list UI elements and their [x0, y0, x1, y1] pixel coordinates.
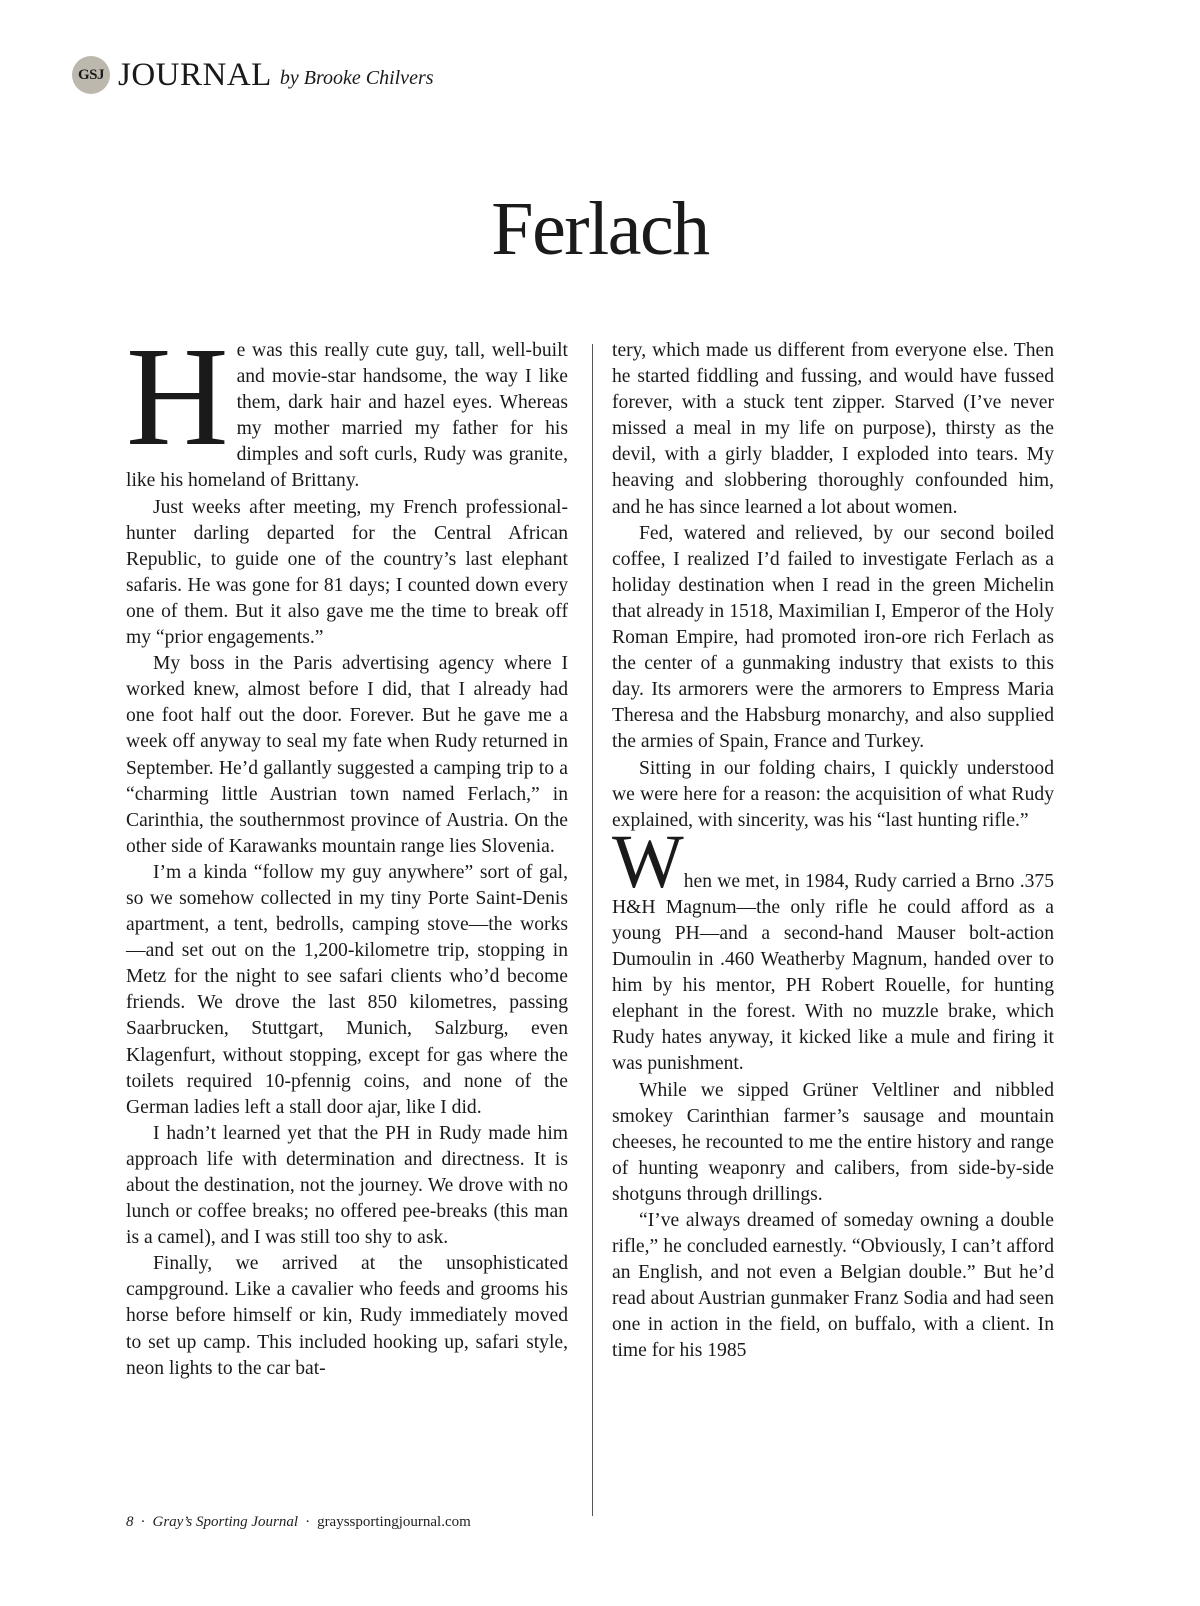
right-column — [612, 338, 1054, 1365]
paragraph: I hadn’t learned yet that the PH in Rudy made him approach life with determination and directness. It is about the destination, not the journey. We drove with no lunch or coffee breaks; no offered pee-breaks (this man is a camel), and I was still too shy to ask. — [126, 1122, 568, 1249]
page-footer — [126, 1514, 471, 1531]
masthead — [72, 56, 434, 94]
paragraph: Finally, we arrived at the unsophisticated campground. Like a cavalier who feeds and grooms his horse before himself or kin, Rudy immediately moved to set up camp. This included hooking up, safari style, neon lights to the car bat- — [126, 1253, 568, 1379]
paragraph: I’m a kinda “follow my guy anywhere” sort of gal, so we somehow collected in my tiny Porte Saint-Denis apartment, a tent, bedrolls, camping stove—the works—and set out on the 1,200-kilometre trip, stopping in Metz for the night to see safari clients who’d become friends. We drove the last 850 kilometres, passing Saarbrucken, Stuttgart, Munich, Salzburg, even Klagenfurt, without stopping, except for gas where the toilets required 10-pfennig coins, and none of the German ladies left a stall door ajar, like I did. — [126, 861, 568, 1118]
paragraph: “I’ve always dreamed of someday owning a double rifle,” he concluded earnestly. “Obviously, I can’t afford an English, and not even a Belgian double.” But he’d read about Austrian gunmaker Franz Sodia and had seen one in action in the field, on buffalo, with a client. In time for his 1985 — [612, 1210, 1054, 1362]
left-column — [126, 317, 568, 1382]
section-title: JOURNAL — [118, 56, 272, 93]
paragraph: Fed, watered and relieved, by our second boiled coffee, I realized I’d failed to investigate Ferlach as a holiday destination when I read in the green Michelin that already in 1518, Maximilian I, Emperor of the Holy Roman Empire, had promoted iron-ore rich Ferlach as the center of a gunmaking industry that exists to this day. Its armorers were the armorers to Empress Maria Theresa and the Habsburg monarchy, and also supplied the armies of Spain, France and Turkey. — [612, 522, 1054, 753]
paragraph: Just weeks after meeting, my French professional-hunter darling departed for the Central African Republic, to guide one of the country’s last elephant safaris. He was gone for 81 days; I counted down every one of them. But it also gave me the time to break off my “prior engagements.” — [126, 496, 568, 649]
footer-separator: · — [305, 1514, 311, 1530]
website-url: grayssportingjournal.com — [317, 1514, 471, 1530]
paragraph: tery, which made us different from everyone else. Then he started fiddling and fussing, and would have fussed forever, with a stuck tent zipper. Starved (I’ve never missed a meal in my life on purpose), thirsty as the devil, with a girly bladder, I exploded into tears. My heaving and slobbering thoroughly confounded him, and he has since learned a lot about women. — [612, 340, 1054, 518]
column-divider — [592, 344, 593, 1516]
paragraph — [126, 317, 568, 495]
paragraph: Sitting in our folding chairs, I quickly understood we were here for a reason: the acquisition of what Rudy explained, with sincerity, was his “last hunting rifle.” — [612, 757, 1054, 831]
paragraph — [612, 819, 1054, 1078]
paragraph: My boss in the Paris advertising agency where I worked knew, almost before I did, that I already had one foot half out the door. Forever. But he gave me a week off anyway to seal my fate when Rudy returned in September. He’d gallantly suggested a camping trip to a “charming little Austrian town named Ferlach,” in Carinthia, the southernmost province of Austria. On the other side of Karawanks mountain range lies Slovenia. — [126, 653, 568, 857]
article-title: Ferlach — [491, 187, 709, 271]
page-number: 8 — [126, 1514, 134, 1530]
drop-cap: W — [612, 819, 684, 904]
paragraph-text: hen we met, in 1984, Rudy carried a Brno .375 H&H Magnum—the only rifle he could afford as a young PH—and a second-hand Mauser bolt-action Dumoulin in .460 Weatherby Magnum, handed over to him by his mentor, PH Robert Rouelle, for hunting elephant in the forest. With no muzzle brake, which Rudy hates anyway, it kicked like a mule and firing it was punishment. — [612, 870, 1054, 1075]
gsj-logo: GSJ — [72, 56, 110, 94]
footer-separator: · — [140, 1514, 146, 1530]
author-byline: by Brooke Chilvers — [279, 66, 434, 89]
paragraph-text: e was this really cute guy, tall, well-built and movie-star handsome, the way I like them, dark hair and hazel eyes. Whereas my mother married my father for his dimples and soft curls, Rudy was granite, like his homeland of Brittany. — [126, 340, 568, 492]
drop-cap: H — [126, 317, 229, 475]
paragraph: While we sipped Grüner Veltliner and nibbled smokey Carinthian farmer’s sausage and mountain cheeses, he recounted to me the entire history and range of hunting weaponry and calibers, from side-by-side shotguns through drillings. — [612, 1079, 1054, 1205]
publication-name: Gray’s Sporting Journal — [152, 1514, 299, 1530]
